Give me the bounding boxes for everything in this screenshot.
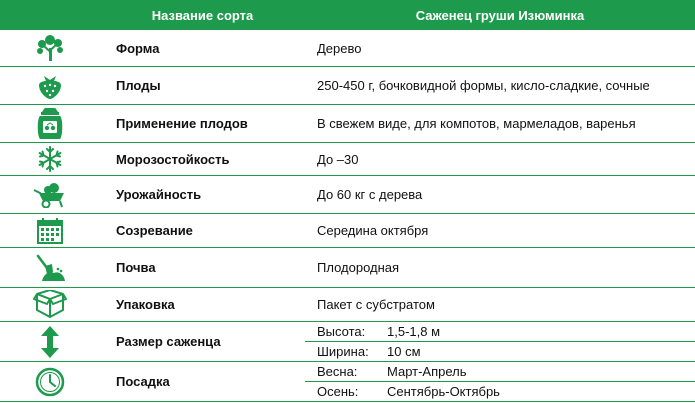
table-row-fruits xyxy=(0,67,695,105)
row-value-packaging: Пакет с субстратом xyxy=(305,288,695,322)
header-variety-name: Название сорта xyxy=(100,0,305,30)
calendar-icon xyxy=(0,214,100,248)
row-label-form: Форма xyxy=(100,30,305,67)
size-height-label: Высота: xyxy=(317,324,366,339)
planting-autumn-cell xyxy=(305,382,695,402)
table-row-soil xyxy=(0,248,695,288)
wheelbarrow-icon xyxy=(0,176,100,214)
planting-autumn-value: Сентябрь-Октябрь xyxy=(387,384,500,399)
planting-spring-cell xyxy=(305,362,695,382)
vertical-arrows-icon xyxy=(0,322,100,362)
row-label-frost: Морозостойкость xyxy=(100,143,305,176)
table-row-size-height xyxy=(0,322,695,342)
snowflake-icon xyxy=(0,143,100,176)
table-row-form xyxy=(0,30,695,67)
row-value-soil: Плодородная xyxy=(305,248,695,288)
table-row-packaging xyxy=(0,288,695,322)
table-row-usage xyxy=(0,105,695,143)
table-header-row xyxy=(0,0,695,30)
row-label-usage: Применение плодов xyxy=(100,105,305,143)
size-width-value: 10 см xyxy=(387,344,421,359)
shovel-soil-icon xyxy=(0,248,100,288)
table-row-ripening xyxy=(0,214,695,248)
strawberry-icon xyxy=(0,67,100,105)
row-label-yield: Урожайность xyxy=(100,176,305,214)
row-value-ripening: Середина октября xyxy=(305,214,695,248)
row-label-ripening: Созревание xyxy=(100,214,305,248)
table-row-planting-spring xyxy=(0,362,695,382)
planting-autumn-label: Осень: xyxy=(317,384,359,399)
size-height-cell xyxy=(305,322,695,342)
header-variety-value: Саженец груши Изюминка xyxy=(305,0,695,30)
tree-icon xyxy=(0,30,100,67)
box-icon xyxy=(0,288,100,322)
header-icon-cell xyxy=(0,0,100,30)
size-height-value: 1,5-1,8 м xyxy=(387,324,441,339)
row-value-fruits: 250-450 г, бочковидной формы, кисло-сладкие, сочные xyxy=(305,67,695,105)
size-width-cell xyxy=(305,342,695,362)
row-label-packaging: Упаковка xyxy=(100,288,305,322)
row-value-frost: До –30 xyxy=(305,143,695,176)
clock-icon xyxy=(0,362,100,402)
row-value-usage: В свежем виде, для компотов, мармеладов, варенья xyxy=(305,105,695,143)
table-row-frost xyxy=(0,143,695,176)
row-label-fruits: Плоды xyxy=(100,67,305,105)
row-value-yield: До 60 кг с дерева xyxy=(305,176,695,214)
planting-spring-value: Март-Апрель xyxy=(387,364,467,379)
size-width-label: Ширина: xyxy=(317,344,369,359)
jar-icon xyxy=(0,105,100,143)
row-label-size: Размер саженца xyxy=(100,322,305,362)
row-label-planting: Посадка xyxy=(100,362,305,402)
table-row-yield xyxy=(0,176,695,214)
row-value-form: Дерево xyxy=(305,30,695,67)
planting-spring-label: Весна: xyxy=(317,364,358,379)
row-label-soil: Почва xyxy=(100,248,305,288)
